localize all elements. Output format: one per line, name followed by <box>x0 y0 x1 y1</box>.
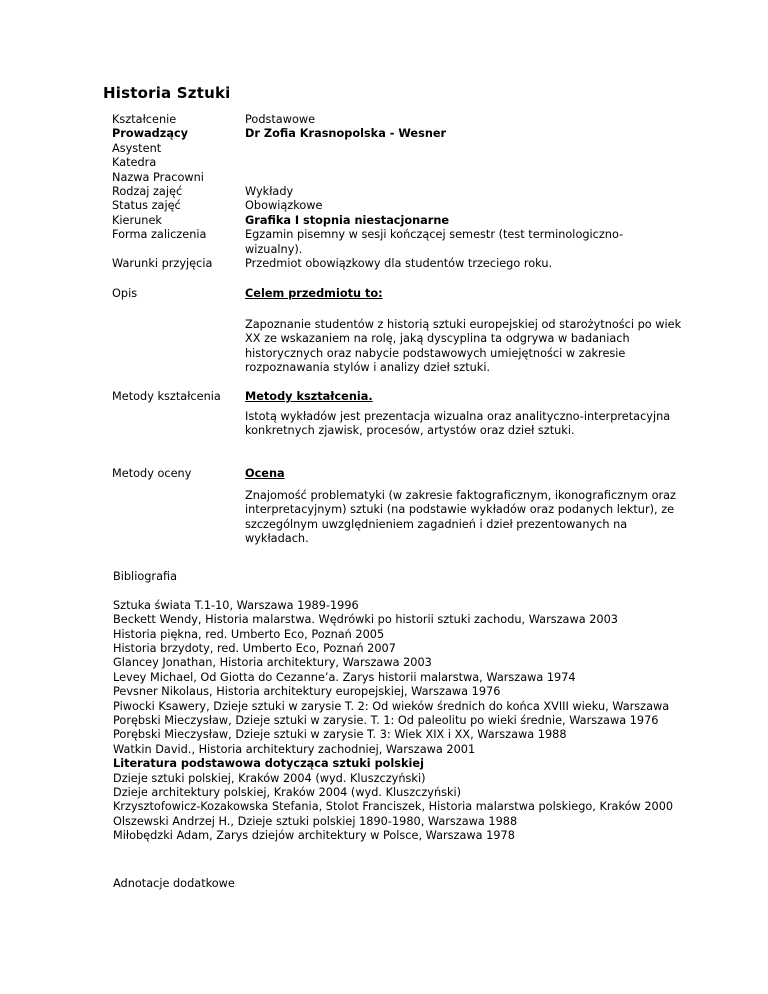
section-heading: Ocena <box>245 467 285 480</box>
info-label: Nazwa Pracowni <box>112 170 204 184</box>
info-label: Kierunek <box>112 213 162 227</box>
info-label: Katedra <box>112 156 157 170</box>
info-label: Kształcenie <box>112 113 177 126</box>
section-body: Zapoznanie studentów z historią sztuki europejskiej od starożytności po wiek XX ze wskazaniem na rolę, jaką dyscyplina ta odgrywa w badaniach historycznych oraz nabycie podstawowych umiejętności w zakresie rozpoznawania stylów i analizy dzieł sztuki. <box>245 318 682 375</box>
info-row-kierunek <box>112 214 640 228</box>
info-row-katedra <box>112 156 640 170</box>
info-value: Grafika I stopnia niestacjonarne <box>245 213 450 227</box>
info-label: Asystent <box>112 141 162 155</box>
section-label: Metody kształcenia <box>112 390 221 403</box>
section-heading: Metody kształcenia. <box>245 390 373 403</box>
info-value: Egzamin pisemny w sesji kończącej semestr (test terminologiczno-wizualny). <box>245 228 624 256</box>
bibliography-item: Porębski Mieczysław, Dzieje sztuki w zarysie. T. 1: Od paleolitu po wieki średnie, Warszawa 1976 <box>113 714 659 728</box>
info-value: Wykłady <box>245 184 294 198</box>
section-body: Istotą wykładów jest prezentacja wizualna oraz analityczno-interpretacyjna konkretnych zjawisk, procesów, artystów oraz dzieł sztuki. <box>245 410 671 438</box>
info-value: Przedmiot obowiązkowy dla studentów trzeciego roku. <box>245 257 553 271</box>
bibliography-item: Dzieje architektury polskiej, Kraków 2004 (wyd. Kluszczyński) <box>113 786 462 800</box>
bibliography-item: Beckett Wendy, Historia malarstwa. Wędrówki po historii sztuki zachodu, Warszawa 2003 <box>113 613 618 627</box>
page-title: Historia Sztuki <box>103 84 231 102</box>
bibliography-item: Watkin David., Historia architektury zachodniej, Warszawa 2001 <box>113 742 476 756</box>
bibliography-item: Porębski Mieczysław, Dzieje sztuki w zarysie T. 3: Wiek XIX i XX, Warszawa 1988 <box>113 728 567 742</box>
section-heading: Celem przedmiotu to: <box>245 287 383 300</box>
bibliography-item: Krzysztofowicz-Kozakowska Stefania, Stolot Franciszek, Historia malarstwa polskiego, Kraków 2000 <box>113 800 674 814</box>
info-row-status-zajec <box>112 199 640 213</box>
info-value: Obowiązkowe <box>245 199 323 213</box>
info-value: Podstawowe <box>245 113 316 126</box>
info-value: Dr Zofia Krasnopolska - Wesner <box>245 127 447 141</box>
info-row-asystent <box>112 142 640 156</box>
section-body: Znajomość problematyki (w zakresie faktograficznym, ikonograficznym oraz interpretacyjnym) sztuki (na podstawie wykładów oraz podanych lektur), ze szczególnym uwzględnieniem zagadnień i dzieł prezentowanych na wykładach. <box>245 489 676 546</box>
bibliography-item: Olszewski Andrzej H., Dzieje sztuki polskiej 1890-1980, Warszawa 1988 <box>113 814 518 828</box>
bibliography-item: Historia piękna, red. Umberto Eco, Poznań 2005 <box>113 627 385 641</box>
info-label: Warunki przyjęcia <box>112 257 213 271</box>
info-label: Prowadzący <box>112 127 189 141</box>
info-row-rodzaj-zajec <box>112 185 640 199</box>
info-row-warunki-przyjecia <box>112 257 640 271</box>
bibliography-item: Miłobędzki Adam, Zarys dziejów architektury w Polsce, Warszawa 1978 <box>113 829 515 843</box>
info-label: Forma zaliczenia <box>112 228 207 242</box>
bibliography-item: Glancey Jonathan, Historia architektury, Warszawa 2003 <box>113 656 432 670</box>
bibliography-item: Levey Michael, Od Giotta do Cezanne’a. Zarys historii malarstwa, Warszawa 1974 <box>113 670 576 684</box>
section-label: Opis <box>112 287 138 300</box>
section-label: Metody oceny <box>112 467 192 480</box>
course-info-table <box>112 113 640 271</box>
bibliography <box>113 570 678 844</box>
info-label: Status zajęć <box>112 199 181 213</box>
info-label: Rodzaj zajęć <box>112 184 183 198</box>
bibliography-item: Historia brzydoty, red. Umberto Eco, Poznań 2007 <box>113 642 396 656</box>
bibliography-subheading: Literatura podstawowa dotycząca sztuki polskiej <box>113 757 424 771</box>
info-row-ksztalcenie <box>112 113 640 127</box>
bibliography-item: Dzieje sztuki polskiej, Kraków 2004 (wyd. Kluszczyński) <box>113 771 426 785</box>
bibliography-list <box>113 599 678 844</box>
info-row-prowadzacy <box>112 127 640 141</box>
bibliography-title: Bibliografia <box>113 570 178 583</box>
bibliography-item: Pevsner Nikolaus, Historia architektury europejskiej, Warszawa 1976 <box>113 685 501 699</box>
additional-notes-label: Adnotacje dodatkowe <box>113 877 235 890</box>
bibliography-item: Piwocki Ksawery, Dzieje sztuki w zarysie T. 2: Od wieków średnich do końca XVIII wieku, Warszawa <box>113 699 670 713</box>
info-row-forma-zaliczenia <box>112 228 640 257</box>
bibliography-item: Sztuka świata T.1-10, Warszawa 1989-1996 <box>113 598 359 612</box>
info-row-nazwa-pracowni <box>112 171 640 185</box>
